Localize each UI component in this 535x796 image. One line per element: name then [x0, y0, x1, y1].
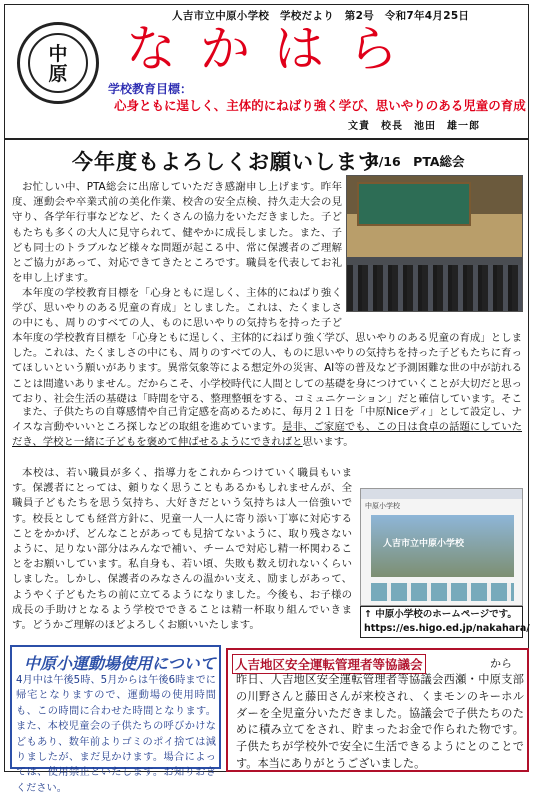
safety-council-from: から: [490, 657, 512, 670]
goal-heading: 学校教育目標：: [108, 82, 193, 96]
homepage-url: https://es.higo.ed.jp/nakahara/: [364, 623, 530, 634]
paragraph-1: お忙しい中、PTA総会に出席していただき感謝申し上げます。昨年度、運動会や卒業式前の美化作業、校舎の安全点検、持久走大会の見守り、各学年行事などなど、たくさんの協力をいただきました。子どもたちも多くの大人に見守られて、健やかに成長しました。また、子ども同士のトラブルなど様々な問題が起こる中、常に保護者のご理解とご協力があって、対応できてきたところです。職員を代表してお礼を申し上げます。: [12, 181, 342, 285]
highlighted-request: 是非、ご家庭でも、この日は食卓の話題にしていただき、学校と一緒に子どもを褒めて伸ばせるようにできればと: [12, 421, 523, 449]
newsletter-title: なかはら: [126, 20, 422, 78]
article-subhead: 4/16 PTA総会: [370, 154, 465, 169]
homepage-logo: 中原小学校: [365, 502, 400, 510]
ground-use-notice: [10, 645, 221, 794]
safety-council-text: 昨日、人吉地区安全運転管理者等協議会西瀬・中原支部の川野さんと藤田さんが来校され、くまモンのキーホルダーを全児童分いただきました。協議会で子供たちのために積み立てをされ、貯まったお金で作られた物です。子供たちが学校外で安全に生活できるようにとのことです。本当にありがとうございました。: [236, 673, 524, 770]
author-line: 文責 校長 池田 雄一郎: [348, 121, 480, 132]
seal-char-bottom: 原: [48, 63, 68, 85]
paragraph-2: 本年度の学校教育目標を「心身ともに逞しく、主体的にねばり強く学び、思いやりのある児童の育成」としました。これは、たくましさの中にも、周りのすべての人、ものに思いやりの気持ちを持った子どもたちに育ってほしいという願いがあります。異常気象等による想定外の災害、AI等の普及など予測困難な世の中が訪れることは間違いありません。だからこそ、小学校時代に人間としての基礎を身につけていくことが大切だと思っており、社会生活の基礎は「時間を守る、整理整頓をする、コミュニケーション」だと確信しています。そこ: [12, 332, 522, 403]
goal-text: 心身ともに逞しく、主体的にねばり強く学び、思いやりのある児童の育成: [114, 98, 526, 113]
paragraph-4: 本校は、若い職員が多く、指導力をこれからつけていく職員もいます。保護者にとっては、頼りなく思うこともあるかもしれませんが、全職員子どもたちを思う気持ち、大好きだという気持ちは人一倍強いです。校長としても経営方針に、児童一人一人に寄り添い丁寧に対応することをかかげ、どんなことがあっても見捨てないように、取り残さないように、足りない部分はみんなで補い、チームで対応し精一杯関わることをお願いしています。私自身も、若い頃、失敗も数え切れないくらいしました。しかし、保護者のみなさんの温かい支え、励ましがあって、ようやく子どもたちの前に立てるようになりました。今後も、お子様の成長の手助けとなるよう学校でできることは精一杯取り組んでいきます。どうかご理解のほどよろしくお願いいたします。: [12, 467, 352, 632]
school-seal-logo: [17, 22, 99, 104]
ground-use-title: 中原小運動場使用について: [24, 654, 216, 673]
safety-council-title: 人吉地区安全運転管理者等協議会: [232, 654, 426, 674]
article-headline: 今年度もよろしくお願いします: [72, 150, 380, 174]
homepage-caption: [360, 606, 530, 638]
paragraph-3: また、子供たちの自尊感情や自己肯定感を高めるために、毎月２１日を「中原Niceディ」として設定し、ナイスな言動やいいところ探しなどの取組を進めています。是非、ご家庭でも、この日は食卓の話題にしていただき、学校と一緒に子どもを褒めて伸ばせるようにできればと思います。: [12, 406, 523, 449]
issue-line: 人吉市立中原小学校 学校だより 第2号 令和7年4月25日: [172, 10, 470, 22]
safety-council-notice: [226, 648, 529, 772]
paragraph-2-part: 本年度の学校教育目標を「心身ともに逞しく、主体的にねばり強く学び、思いやりのある児童の育成」としました。これは、たくましさの中にも、周りのすべての人、ものに思いやりの気持ちを持った子ど: [12, 287, 342, 330]
homepage-screenshot: [360, 488, 523, 606]
homepage-banner-text: 人吉市立中原小学校: [383, 539, 465, 549]
homepage-caption-label: ↑ 中原小学校のホームページです。: [364, 609, 517, 620]
seal-char-top: 中: [48, 43, 68, 65]
ground-use-text: 4月中は午後5時、5月からは午後6時までに帰宅となりますので、運動場の使用時間も、この時間に合わせた時間となります。また、本校児童会の子供たちの呼びかけなどもあり、数年前よりゴミのポイ捨ては減りましたが、まだ見かけます。場合によっては、使用禁止といたします。お知りおきください。: [16, 675, 216, 794]
pta-meeting-photo: [346, 175, 523, 312]
